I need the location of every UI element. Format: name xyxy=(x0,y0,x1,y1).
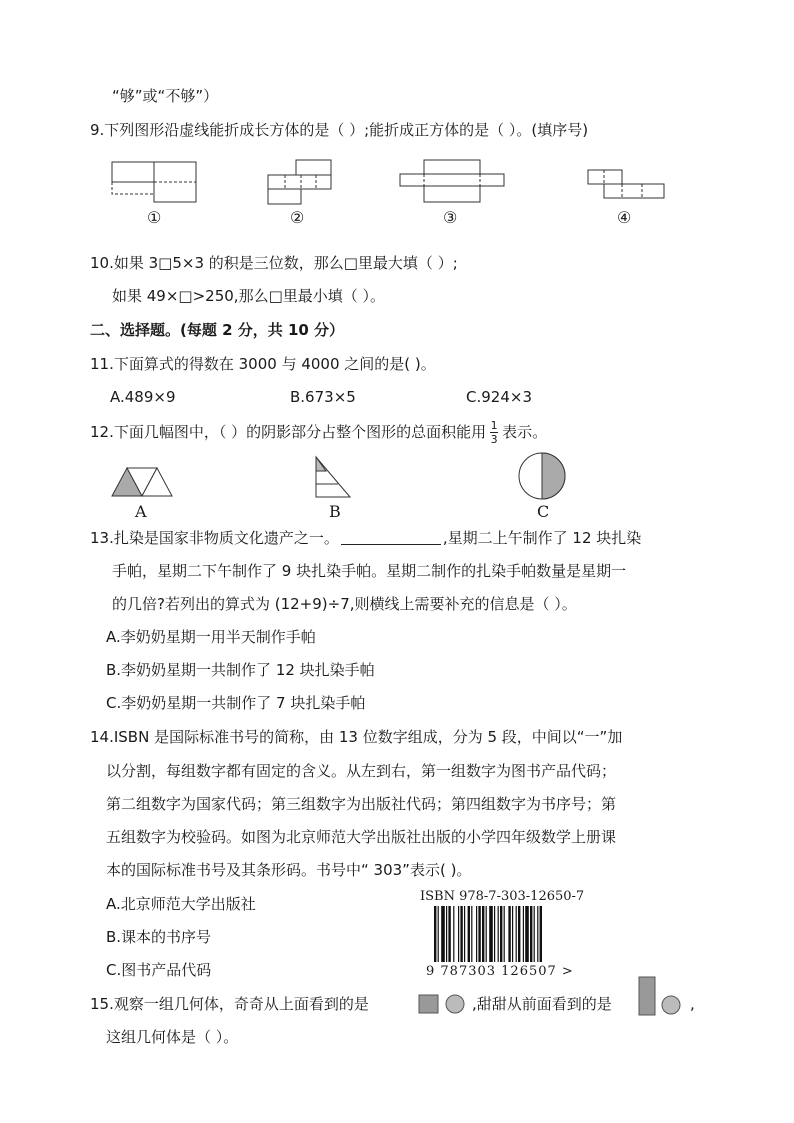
q12-label-a: A xyxy=(135,502,147,521)
q12-frac-num: 1 xyxy=(490,419,498,432)
barcode-bar xyxy=(530,906,532,962)
q15-front-view xyxy=(638,975,686,1017)
barcode-bar xyxy=(448,906,450,962)
section-heading: 二、选择题。(每题 2 分，共 10 分） xyxy=(90,321,345,339)
q14-line2: 以分割，每组数字都有固定的含义。从左到右，第一组数字为图书产品代码； xyxy=(106,762,617,780)
q14-option-a: A.北京师范大学出版社 xyxy=(106,895,256,913)
q14-line4: 五组数字为校验码。如图为北京师范大学出版社出版的小学四年级数学上册课 xyxy=(106,828,617,846)
q10-line1: 10.如果 3□5×3 的积是三位数，那么□里最大填（ ）; xyxy=(90,254,458,272)
q14-line1: 14.ISBN 是国际标准书号的简称，由 13 位数字组成，分为 5 段，中间以“一”加 xyxy=(90,728,623,746)
q9-label-2: ② xyxy=(290,208,305,227)
q9-label-3: ③ xyxy=(443,208,458,227)
barcode-bar xyxy=(504,906,505,962)
barcode-bar xyxy=(453,906,454,962)
isbn-label: ISBN 978-7-303-12650-7 xyxy=(420,889,585,904)
q12-figure-c xyxy=(517,451,567,501)
barcode-bar xyxy=(478,906,480,962)
q12-fraction xyxy=(490,420,498,445)
q9-figure-4 xyxy=(586,168,668,202)
q12-figure-b xyxy=(314,455,354,499)
q15-text-a: 15.观察一组几何体，奇奇从上面看到的是 xyxy=(90,995,369,1013)
q13-option-c: C.李奶奶星期一共制作了 7 块扎染手帕 xyxy=(106,694,366,712)
q9-figure-2 xyxy=(266,158,336,206)
barcode-bar xyxy=(494,906,495,962)
barcode-bar xyxy=(516,906,517,962)
barcode-bar xyxy=(508,906,510,962)
q9-text: 9.下列图形沿虚线能折成长方体的是（ ）;能折成正方体的是（ ）。(填序号) xyxy=(90,121,589,139)
q9-label-4: ④ xyxy=(617,208,632,227)
q9-figure-3 xyxy=(398,158,508,206)
q14-line5: 本的国际标准书号及其条形码。书号中“ 303”表示( )。 xyxy=(106,861,472,879)
q15-top-view xyxy=(418,993,470,1015)
barcode-bar xyxy=(434,906,436,962)
barcode-bar xyxy=(498,906,499,962)
barcode-bar xyxy=(460,906,462,962)
q13-blank xyxy=(341,530,441,545)
barcode-bar xyxy=(464,906,465,962)
q15-line1-c: , xyxy=(690,995,695,1013)
barcode-bar xyxy=(534,906,535,962)
q13-line1 xyxy=(90,528,641,548)
barcode-bar xyxy=(482,906,484,962)
q15-line2: 这组几何体是（ ）。 xyxy=(106,1028,239,1046)
barcode-bar xyxy=(441,906,445,962)
q12-text xyxy=(90,420,547,445)
barcode-bar xyxy=(525,906,529,962)
barcode-bar xyxy=(468,906,470,962)
barcode-bar xyxy=(537,906,538,962)
q12-text-before: 12.下面几幅图中，（ ）的阴影部分占整个图形的总面积能用 xyxy=(90,423,487,441)
q14-option-c: C.图书产品代码 xyxy=(106,961,212,979)
q12-frac-den: 3 xyxy=(490,433,498,446)
barcode-bar xyxy=(518,906,520,962)
barcode-digits: 9 787303 126507 > xyxy=(426,964,574,979)
q11-option-b: B.673×5 xyxy=(290,388,356,406)
q13-option-a: A.李奶奶星期一用半天制作手帕 xyxy=(106,628,316,646)
barcode-bar xyxy=(540,906,542,962)
barcode-bar xyxy=(523,906,524,962)
q13-line1-after: ,星期二上午制作了 12 块扎染 xyxy=(442,529,642,547)
barcode-bar xyxy=(512,906,513,962)
q13-line2: 手帕，星期二下午制作了 9 块扎染手帕。星期二制作的扎染手帕数量是星期一 xyxy=(112,562,627,580)
q8-tail: “够”或“不够”） xyxy=(112,87,219,105)
q12-text-after: 表示。 xyxy=(502,423,548,441)
q10-line2: 如果 49×□>250,那么□里最小填（ ）。 xyxy=(112,287,386,305)
barcode-bar xyxy=(438,906,439,962)
q14-line3: 第二组数字为国家代码；第三组数字为出版社代码；第四组数字为书序号；第 xyxy=(106,795,617,813)
q13-option-b: B.李奶奶星期一共制作了 12 块扎染手帕 xyxy=(106,661,375,679)
barcode-bar xyxy=(476,906,477,962)
q13-line1-before: 13.扎染是国家非物质文化遗产之一。 xyxy=(90,529,339,547)
q11-option-c: C.924×3 xyxy=(466,388,532,406)
barcode-bar xyxy=(500,906,502,962)
q12-label-b: B xyxy=(329,502,341,521)
barcode-bar xyxy=(486,906,487,962)
barcode-bar xyxy=(471,906,472,962)
q12-label-c: C xyxy=(537,502,550,521)
q15-line1-b: ,甜甜从前面看到的是 xyxy=(472,995,612,1013)
q15-line1 xyxy=(90,994,369,1014)
barcode-bar xyxy=(489,906,493,962)
q9-figure-1 xyxy=(110,160,205,205)
q9-label-1: ① xyxy=(147,208,162,227)
q11-option-a: A.489×9 xyxy=(110,388,176,406)
q13-line3: 的几倍?若列出的算式为 (12+9)÷7,则横线上需要补充的信息是（ ）。 xyxy=(112,595,577,613)
q14-option-b: B.课本的书序号 xyxy=(106,928,212,946)
barcode xyxy=(428,906,594,966)
barcode-bar xyxy=(458,906,459,962)
q11-text: 11.下面算式的得数在 3000 与 4000 之间的是( )。 xyxy=(90,355,436,373)
barcode-bar xyxy=(446,906,447,962)
q12-figure-a xyxy=(110,466,174,498)
